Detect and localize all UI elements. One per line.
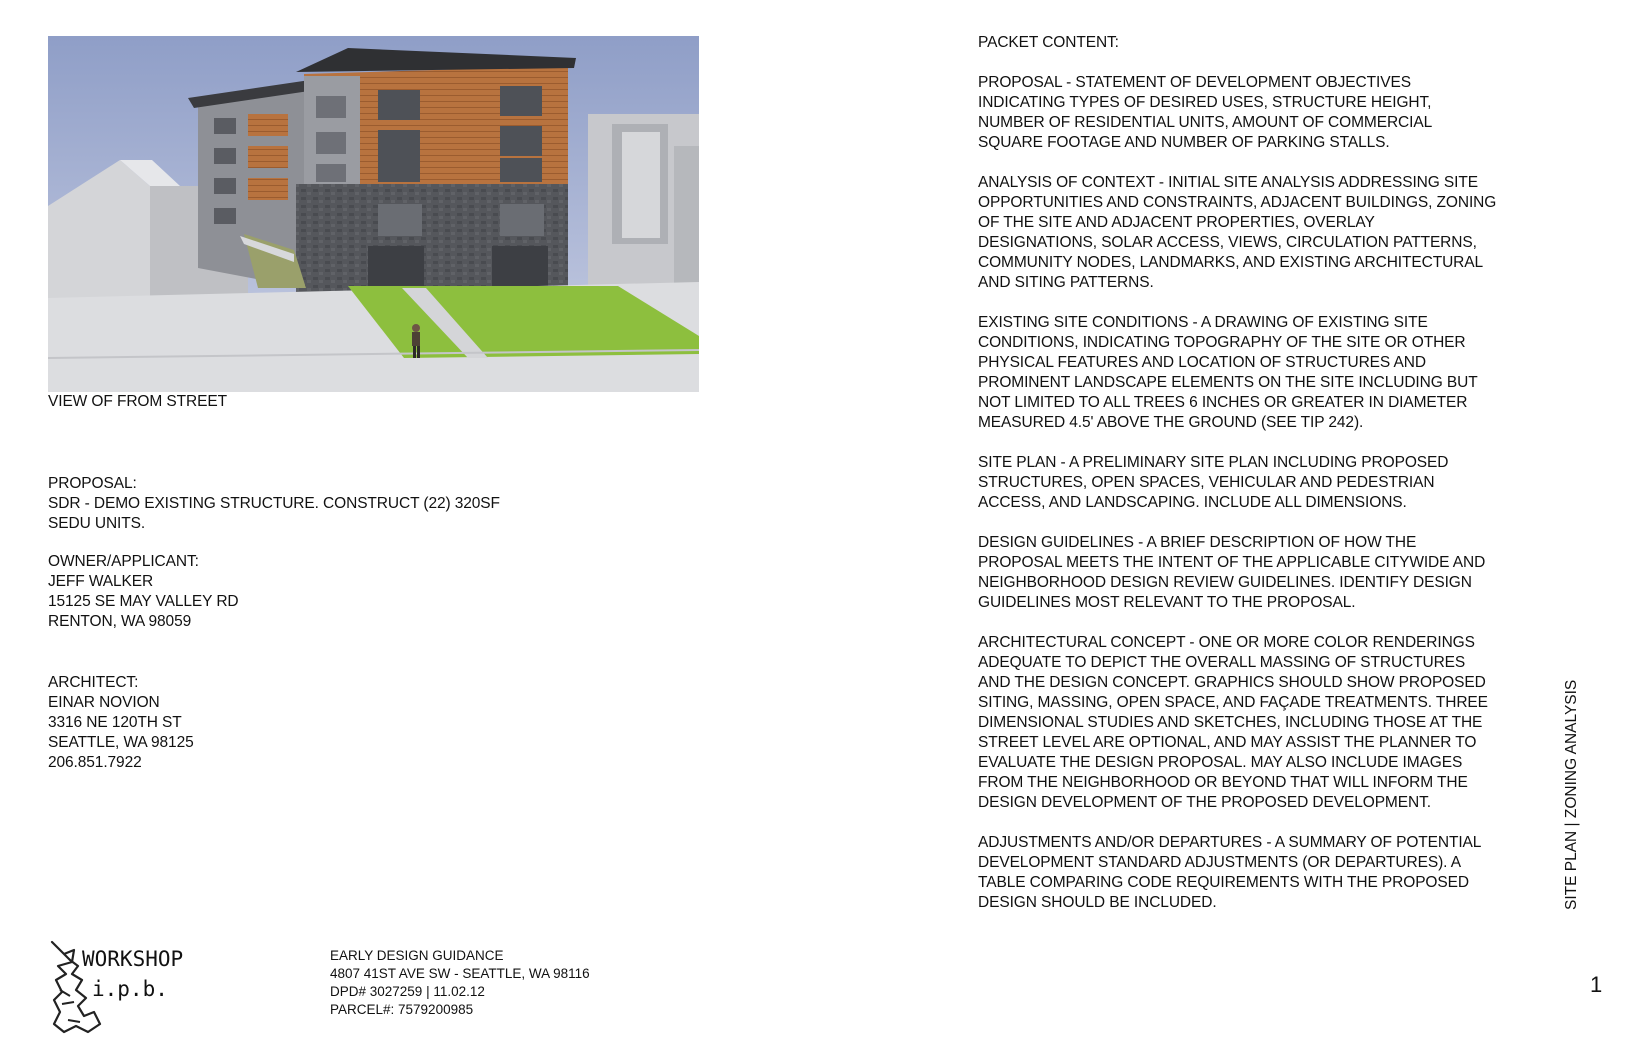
proposal-line: SDR - DEMO EXISTING STRUCTURE. CONSTRUCT (22) 320SF [48, 495, 500, 512]
packet-line: NOT LIMITED TO ALL TREES 6 INCHES OR GREATER IN DIAMETER [978, 394, 1468, 411]
packet-section-adjustments [978, 833, 1578, 913]
owner-heading: OWNER/APPLICANT: [48, 553, 199, 570]
project-info-line: PARCEL#: 7579200985 [330, 1002, 474, 1017]
packet-section-analysis-of-context [978, 173, 1578, 293]
project-info-line: 4807 41ST AVE SW - SEATTLE, WA 98116 [330, 966, 590, 981]
packet-line: SITE PLAN - A PRELIMINARY SITE PLAN INCLUDING PROPOSED [978, 454, 1449, 471]
packet-line: INDICATING TYPES OF DESIRED USES, STRUCTURE HEIGHT, [978, 94, 1432, 111]
packet-line: AND SITING PATTERNS. [978, 274, 1154, 291]
packet-line: CONDITIONS, INDICATING TOPOGRAPHY OF THE SITE OR OTHER [978, 334, 1466, 351]
packet-line: AND THE DESIGN CONCEPT. GRAPHICS SHOULD SHOW PROPOSED [978, 674, 1486, 691]
building-rendering [48, 36, 699, 392]
packet-line: ANALYSIS OF CONTEXT - INITIAL SITE ANALYSIS ADDRESSING SITE [978, 174, 1478, 191]
packet-line: EVALUATE THE DESIGN PROPOSAL. MAY ALSO INCLUDE IMAGES [978, 754, 1463, 771]
packet-line: DESIGN GUIDELINES - A BRIEF DESCRIPTION OF HOW THE [978, 534, 1417, 551]
architect-block [48, 673, 448, 773]
rendering-caption: VIEW OF FROM STREET [48, 393, 227, 410]
packet-line: ADEQUATE TO DEPICT THE OVERALL MASSING OF STRUCTURES [978, 654, 1466, 671]
packet-line: PROMINENT LANDSCAPE ELEMENTS ON THE SITE INCLUDING BUT [978, 374, 1478, 391]
page-number: 1 [1590, 972, 1603, 997]
side-label: SITE PLAN | ZONING ANALYSIS [1563, 679, 1580, 910]
packet-line: OF THE SITE AND ADJACENT PROPERTIES, OVERLAY [978, 214, 1375, 231]
project-info-line: DPD# 3027259 | 11.02.12 [330, 984, 485, 999]
packet-section-design-guidelines [978, 533, 1578, 613]
packet-content [978, 33, 1578, 933]
project-info [330, 947, 590, 1019]
packet-line: FROM THE NEIGHBORHOOD OR BEYOND THAT WILL INFORM THE [978, 774, 1468, 791]
architect-line: 206.851.7922 [48, 754, 142, 771]
packet-line: STREET LEVEL ARE OPTIONAL, AND MAY ASSIST THE PLANNER TO [978, 734, 1477, 751]
packet-line: MEASURED 4.5' ABOVE THE GROUND (SEE TIP 242). [978, 414, 1364, 431]
logo-initials: i.p.b. [92, 977, 168, 1001]
packet-line: ADJUSTMENTS AND/OR DEPARTURES - A SUMMARY OF POTENTIAL [978, 834, 1482, 851]
workshop-logo [48, 940, 248, 1036]
packet-line: NUMBER OF RESIDENTIAL UNITS, AMOUNT OF COMMERCIAL [978, 114, 1433, 131]
architect-line: 3316 NE 120TH ST [48, 714, 182, 731]
packet-section-architectural-concept [978, 633, 1578, 813]
packet-line: PROPOSAL MEETS THE INTENT OF THE APPLICABLE CITYWIDE AND [978, 554, 1486, 571]
packet-line: SQUARE FOOTAGE AND NUMBER OF PARKING STALLS. [978, 134, 1390, 151]
packet-line: TABLE COMPARING CODE REQUIREMENTS WITH THE PROPOSED [978, 874, 1469, 891]
owner-line: RENTON, WA 98059 [48, 613, 192, 630]
owner-block [48, 552, 448, 632]
owner-line: JEFF WALKER [48, 573, 154, 590]
logo-wordmark: WORKSHOP [82, 947, 184, 971]
packet-line: STRUCTURES, OPEN SPACES, VEHICULAR AND PEDESTRIAN [978, 474, 1435, 491]
packet-section-existing-site-conditions [978, 313, 1578, 433]
packet-line: GUIDELINES MOST RELEVANT TO THE PROPOSAL. [978, 594, 1356, 611]
packet-line: DIMENSIONAL STUDIES AND SKETCHES, INCLUDING THOSE AT THE [978, 714, 1483, 731]
packet-line: OPPORTUNITIES AND CONSTRAINTS, ADJACENT BUILDINGS, ZONING [978, 194, 1497, 211]
architect-line: SEATTLE, WA 98125 [48, 734, 194, 751]
packet-line: SITING, MASSING, OPEN SPACE, AND FAÇADE TREATMENTS. THREE [978, 694, 1488, 711]
project-info-line: EARLY DESIGN GUIDANCE [330, 948, 504, 963]
packet-line: ARCHITECTURAL CONCEPT - ONE OR MORE COLOR RENDERINGS [978, 634, 1475, 651]
packet-line: PHYSICAL FEATURES AND LOCATION OF STRUCTURES AND [978, 354, 1426, 371]
packet-line: DESIGN DEVELOPMENT OF THE PROPOSED DEVELOPMENT. [978, 794, 1431, 811]
packet-line: DESIGNATIONS, SOLAR ACCESS, VIEWS, CIRCULATION PATTERNS, [978, 234, 1477, 251]
packet-line: PROPOSAL - STATEMENT OF DEVELOPMENT OBJECTIVES [978, 74, 1411, 91]
architect-heading: ARCHITECT: [48, 674, 139, 691]
proposal-block [48, 474, 648, 534]
proposal-line: SEDU UNITS. [48, 515, 146, 532]
packet-line: EXISTING SITE CONDITIONS - A DRAWING OF EXISTING SITE [978, 314, 1428, 331]
architect-line: EINAR NOVION [48, 694, 160, 711]
packet-heading: PACKET CONTENT: [978, 34, 1119, 51]
packet-line: COMMUNITY NODES, LANDMARKS, AND EXISTING ARCHITECTURAL [978, 254, 1484, 271]
packet-section-proposal [978, 73, 1578, 153]
packet-line: DESIGN SHOULD BE INCLUDED. [978, 894, 1217, 911]
packet-section-site-plan [978, 453, 1578, 513]
packet-line: DEVELOPMENT STANDARD ADJUSTMENTS (OR DEPARTURES). A [978, 854, 1461, 871]
packet-line: ACCESS, AND LANDSCAPING. INCLUDE ALL DIMENSIONS. [978, 494, 1407, 511]
proposal-heading: PROPOSAL: [48, 475, 137, 492]
owner-line: 15125 SE MAY VALLEY RD [48, 593, 239, 610]
packet-line: NEIGHBORHOOD DESIGN REVIEW GUIDELINES. IDENTIFY DESIGN [978, 574, 1472, 591]
